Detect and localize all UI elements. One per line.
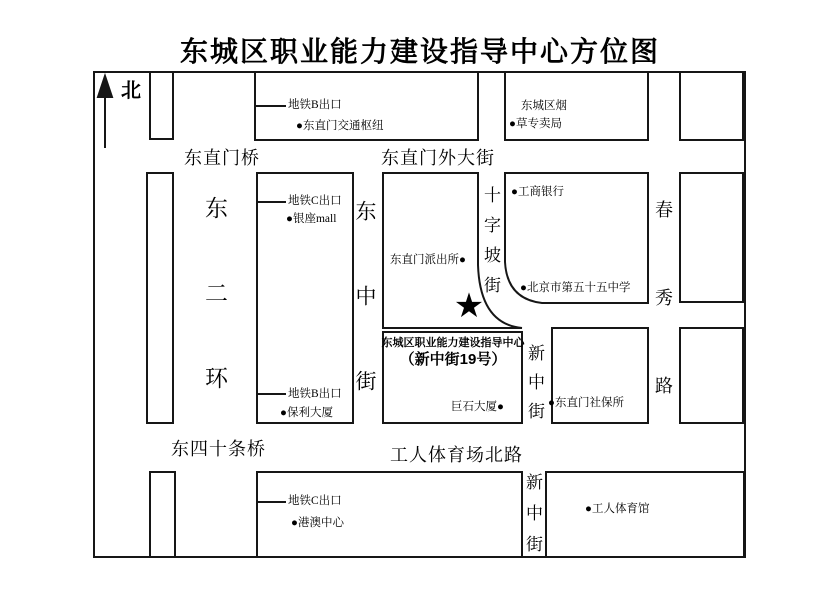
block-gangao-center xyxy=(257,472,522,557)
label-gangao-center: ●港澳中心 xyxy=(291,517,344,529)
label-icbc-bank: ●工商银行 xyxy=(511,186,564,198)
road-shizipo-street: 十字坡街 xyxy=(481,186,500,306)
label-no55-school: ●北京市第五十五中学 xyxy=(520,282,631,294)
north-arrow-head xyxy=(98,76,112,97)
block-row2-left-strip xyxy=(147,173,173,423)
destination-star-marker: ★ xyxy=(453,288,485,325)
north-label: 北 xyxy=(121,80,141,102)
road-xinzhong-street-south: 新中街 xyxy=(523,473,542,566)
destination-address: （新中街19号） xyxy=(399,351,507,368)
road-dongsishitiao-bridge: 东四十条桥 xyxy=(171,439,266,459)
block-row1-left-strip xyxy=(150,72,173,139)
road-chunxiu-road: 春秀路 xyxy=(653,200,673,464)
page-title: 东城区职业能力建设指导中心方位图 xyxy=(179,37,660,68)
label-subway-exit-b-south: 地铁B出口 xyxy=(288,388,342,400)
label-workers-gymnasium: ●工人体育馆 xyxy=(585,503,650,515)
road-east-second-ring: 东二环 xyxy=(202,196,227,451)
label-police-station: 东直门派出所● xyxy=(390,254,466,266)
road-xinzhong-street-mid: 新中街 xyxy=(525,344,544,431)
road-dongzhong-street: 东中街 xyxy=(353,200,377,455)
label-jushi-building: 巨石大厦● xyxy=(451,401,504,413)
label-shebao-office: ●东直门社保所 xyxy=(548,397,624,409)
block-ginza-poly xyxy=(257,173,353,423)
block-row3-left-strip xyxy=(150,472,175,557)
label-tobacco-bureau-line2: ●草专卖局 xyxy=(509,118,562,130)
block-row2-right-upper xyxy=(680,173,743,302)
road-dongzhimenwai-avenue: 东直门外大街 xyxy=(381,148,495,168)
label-ginza-mall: ●银座mall xyxy=(286,213,337,225)
label-subway-exit-b-north: 地铁B出口 xyxy=(288,99,342,111)
road-workers-stadium-north: 工人体育场北路 xyxy=(390,445,523,465)
block-row2-right-lower xyxy=(680,328,743,423)
label-transport-hub: ●东直门交通枢纽 xyxy=(296,120,384,132)
label-subway-exit-c-mid: 地铁C出口 xyxy=(288,195,342,207)
label-poly-plaza: ●保利大厦 xyxy=(280,407,333,419)
label-subway-exit-c-south: 地铁C出口 xyxy=(288,495,342,507)
block-row1-right xyxy=(680,72,743,140)
label-tobacco-bureau-line1: 东城区烟 xyxy=(521,100,567,112)
destination-name: 东城区职业能力建设指导中心 xyxy=(381,337,525,349)
road-dongzhimen-bridge: 东直门桥 xyxy=(184,148,260,168)
